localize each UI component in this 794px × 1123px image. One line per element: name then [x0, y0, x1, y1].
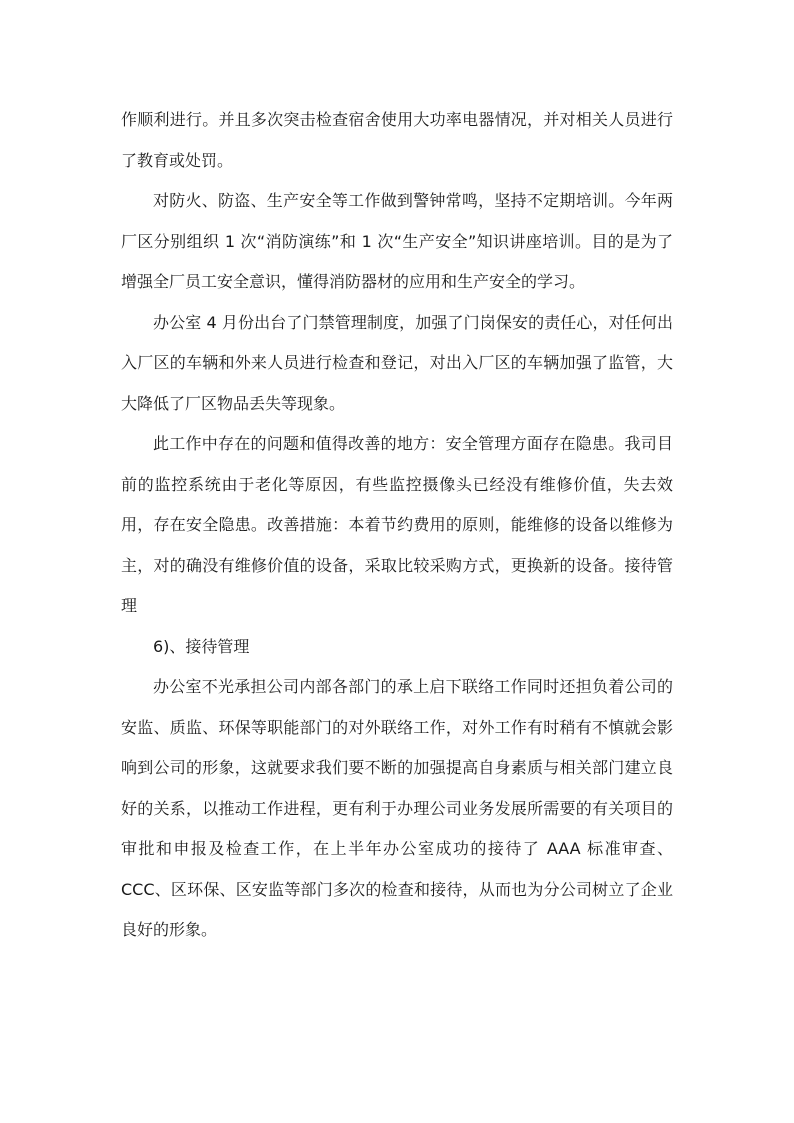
paragraph-4: 此工作中存在的问题和值得改善的地方：安全管理方面存在隐患。我司目前的监控系统由于老化等原因，有些监控摄像头已经没有维修价值，失去效用，存在安全隐患。改善措施：本着节约费用的原则，能维修的设备以维修为主，对的确没有维修价值的设备，采取比较采购方式，更换新的设备。接待管理: [121, 434, 673, 615]
paragraph-6: 办公室不光承担公司内部各部门的承上启下联络工作同时还担负着公司的安监、质监、环保等职能部门的对外联络工作，对外工作有时稍有不慎就会影响到公司的形象，这就要求我们要不断的加强提高自身素质与相关部门建立良好的关系，以推动工作进程，更有利于办理公司业务发展所需要的有关项目的审批和申报及检查工作，在上半年办公室成功的接待了 AAA 标准审查、CCC、区环保、区安监等部门多次的检查和接待，从而也为分公司树立了企业良好的形象。: [121, 677, 673, 939]
section-heading-reception: 6)、接待管理: [153, 636, 250, 656]
document-body: [121, 100, 673, 951]
paragraph-2: 对防火、防盗、生产安全等工作做到警钟常鸣，坚持不定期培训。今年两厂区分别组织 1 次“消防演练”和 1 次“生产安全”知识讲座培训。目的是为了增强全厂员工安全意识，懂得消防器材的应用和生产安全的学习。: [121, 191, 673, 291]
paragraph-1: 作顺利进行。并且多次突击检查宿舍使用大功率电器情况，并对相关人员进行了教育或处罚。: [121, 110, 673, 170]
paragraph-3: 办公室 4 月份出台了门禁管理制度，加强了门岗保安的责任心，对任何出入厂区的车辆和外来人员进行检查和登记，对出入厂区的车辆加强了监管，大大降低了厂区物品丢失等现象。: [121, 312, 673, 413]
